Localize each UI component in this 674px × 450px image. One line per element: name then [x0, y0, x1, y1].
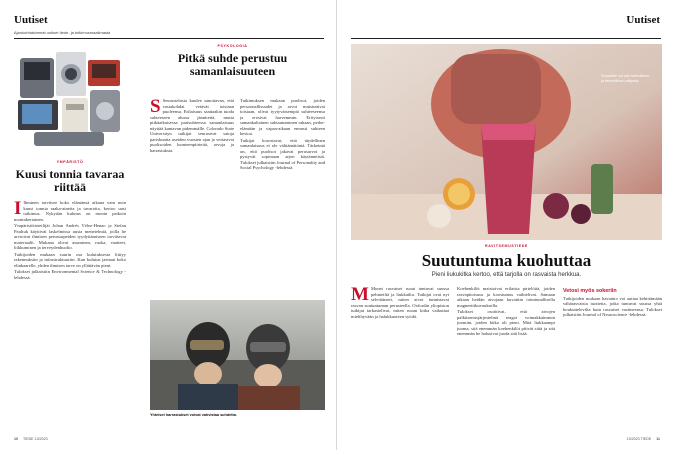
story2-column-2: [240, 98, 325, 290]
story2-paragraph: Tutkijat korostavat, että täydellinen samanlaisuus ei ole välttämätöntä. Tärkeintä on, että puolisot jakavat perusarvot ja pystyvät sopimaan arjen käytännöistä. Tulokset julkaistiin Journal of Personality and Social Psychology -lehdessä.: [240, 137, 325, 170]
story-subhead: Vetosi myös sokeriin: [563, 288, 617, 294]
story-kicker: RAVITSEMUSTIEDE: [485, 244, 528, 248]
story-dropcap: M: [351, 286, 369, 305]
section-title: Uutiset: [626, 14, 660, 26]
story2-column-1: [150, 98, 234, 290]
story2-dropcap: S: [150, 98, 161, 117]
story1-paragraph: Tutkijoiden mukaan suurin osa kulutuksesta liittyy rakennuksiin ja infrastruktuuriin. Kun kulutus jaetaan koko elinkaarelle, yhden ihmisen tarve on yllättävän pieni.: [14, 251, 126, 268]
story2-paragraph: Tutkimuksen mukaan puolisot, joiden persoonallisuudet ja arvot muistuttivat toisiaan, olivat tyytyväisempiä suhteeseensa ja erosivat harvemmin. Erityisesti samankaltainen suhtautuminen rahaan, perhe-elämään ja vapaa-aikaan ennusti suhteen kestoa.: [240, 98, 325, 136]
story-column-1: [351, 286, 449, 431]
story-paragraph: Monet rasvaiset ruoat tuntuvat suussa pehmeiltä ja liukkailta. Tutkijat ovat nyt selvittäneet, miten aivot tunnistavat rasvan suutuntuman perusteella. Oxfordin yliopiston tutkijat tarkastelivat, miten ruoan kitka vaikuttaa mielihyvään ja halukkuuteen syödä.: [351, 286, 449, 319]
couple-photo: [150, 300, 325, 410]
issue-label: TIEDE 13/2023: [23, 437, 48, 441]
story2-paragraph: Seurustelusta kuulee sanottavan, että vastakohdat vetävät toisiaan puoleensa. Erilaisuus saattaakin tuoda suhteeseen alussa jännitettä, mutta pitkäaikaisessa parisuhteessa samanlaisuus näyttää kantavan pidemmälle. Colorado State Universityn tutkijat seurasivat satoja pariskuntia useiden vuosien ajan ja vertasivat puolisoiden luonteenpiirteitä, arvoja ja harrastuksia.: [150, 98, 234, 153]
page-footer: [627, 437, 660, 441]
story-paragraph: Tutkijoiden mukaan havainto voi auttaa kehittämään vähärasvaisia tuotteita, jotka tuntuvat suussa yhtä houkuttelevilta kuin rasvaiset vastineensa. Tulokset julkaistiin Journal of Neuroscience -lehdessä.: [563, 295, 662, 317]
story-paragraph: Tulokset osoittivat, että aivojen palkitsemisjärjestelmä reagoi voimakkaimmin juomiin, joiden kitka oli pieni. Mitä liukkaampi juoma, sitä enemmän koehenkilöt pitivät siitä ja sitä enemmän he halusivat juoda sitä lisää.: [457, 309, 555, 336]
story1-headline: Kuusi tonnia tavaraa riittää: [15, 167, 125, 195]
story-column-3: [563, 286, 662, 431]
story1-paragraph: Ympäristötieteilijät Johan Andrés Vélez-Henao ja Stefan Pauliuk käyttivät laskelmissa uusia menetelmiä, joilla he arvioivat ihmisen perustarpeiden tyydyttämiseen tarvittavat materiaalit. Mukana olivat asuminen, ruoka, vaatteet, liikkuminen ja terveydenhuolto.: [14, 223, 126, 250]
page-number: 11: [656, 437, 660, 441]
page-number: 10: [14, 437, 18, 441]
page-footer: [14, 437, 48, 441]
story-paragraph: Koehenkilöt maistoivat erilaisia pirtelöitä, joiden rasvapitoisuus ja koostumus vaihtelivat. Samaan aikaan heidän aivojaan kuvattiin toiminnallisella magneettikuvauksella.: [457, 286, 555, 308]
story1-body: [14, 200, 126, 420]
story1-paragraph: Tulokset julkaistiin Environmental Science & Technology -lehdessä.: [14, 269, 126, 280]
section-title: Uutiset: [14, 14, 48, 26]
section-subtitle: Ajankohtaisimmat uutiset tiede- ja tutkimusmaailmasta: [14, 30, 111, 35]
header-rule: [14, 38, 324, 39]
issue-label: 13/2023 TIEDE: [626, 437, 652, 441]
story1-dropcap: I: [14, 200, 22, 219]
appliance-collage-graphic: [14, 48, 126, 150]
photo-caption-couple: Yhteiset harrastukset voivat vahvistaa suhdetta.: [150, 413, 237, 417]
story-headline: Suutuntuma kuohuttaa: [421, 251, 592, 270]
photo-caption-smoothie: Smoothie voi olla herkullinen ja terveellinen välipala.: [601, 74, 650, 83]
story2-kicker: PSYKOLOGIA: [217, 44, 248, 48]
right-page: [337, 0, 674, 450]
story-column-2: [457, 286, 555, 431]
smoothie-photo: [351, 44, 662, 240]
story1-paragraph: Ihminen tarvitsee koko elämänsä aikana vain noin kuusi tonnia raaka-aineita ja tavaroita, kertoo uusi tutkimus. Nykyään kulutus on monin paikoin moninkertainen.: [14, 200, 126, 222]
header-rule: [351, 38, 661, 39]
appliance-collage-image: [14, 48, 126, 150]
story2-headline: Pitkä suhde perustuu samanlaisuuteen: [177, 51, 288, 79]
story-lede: Pieni liukukitka kertoo, että tarjolla on rasvaista herkkua.: [431, 272, 582, 278]
story1-kicker: YMPÄRISTÖ: [56, 160, 84, 164]
couple-photo-graphic: [150, 300, 325, 410]
